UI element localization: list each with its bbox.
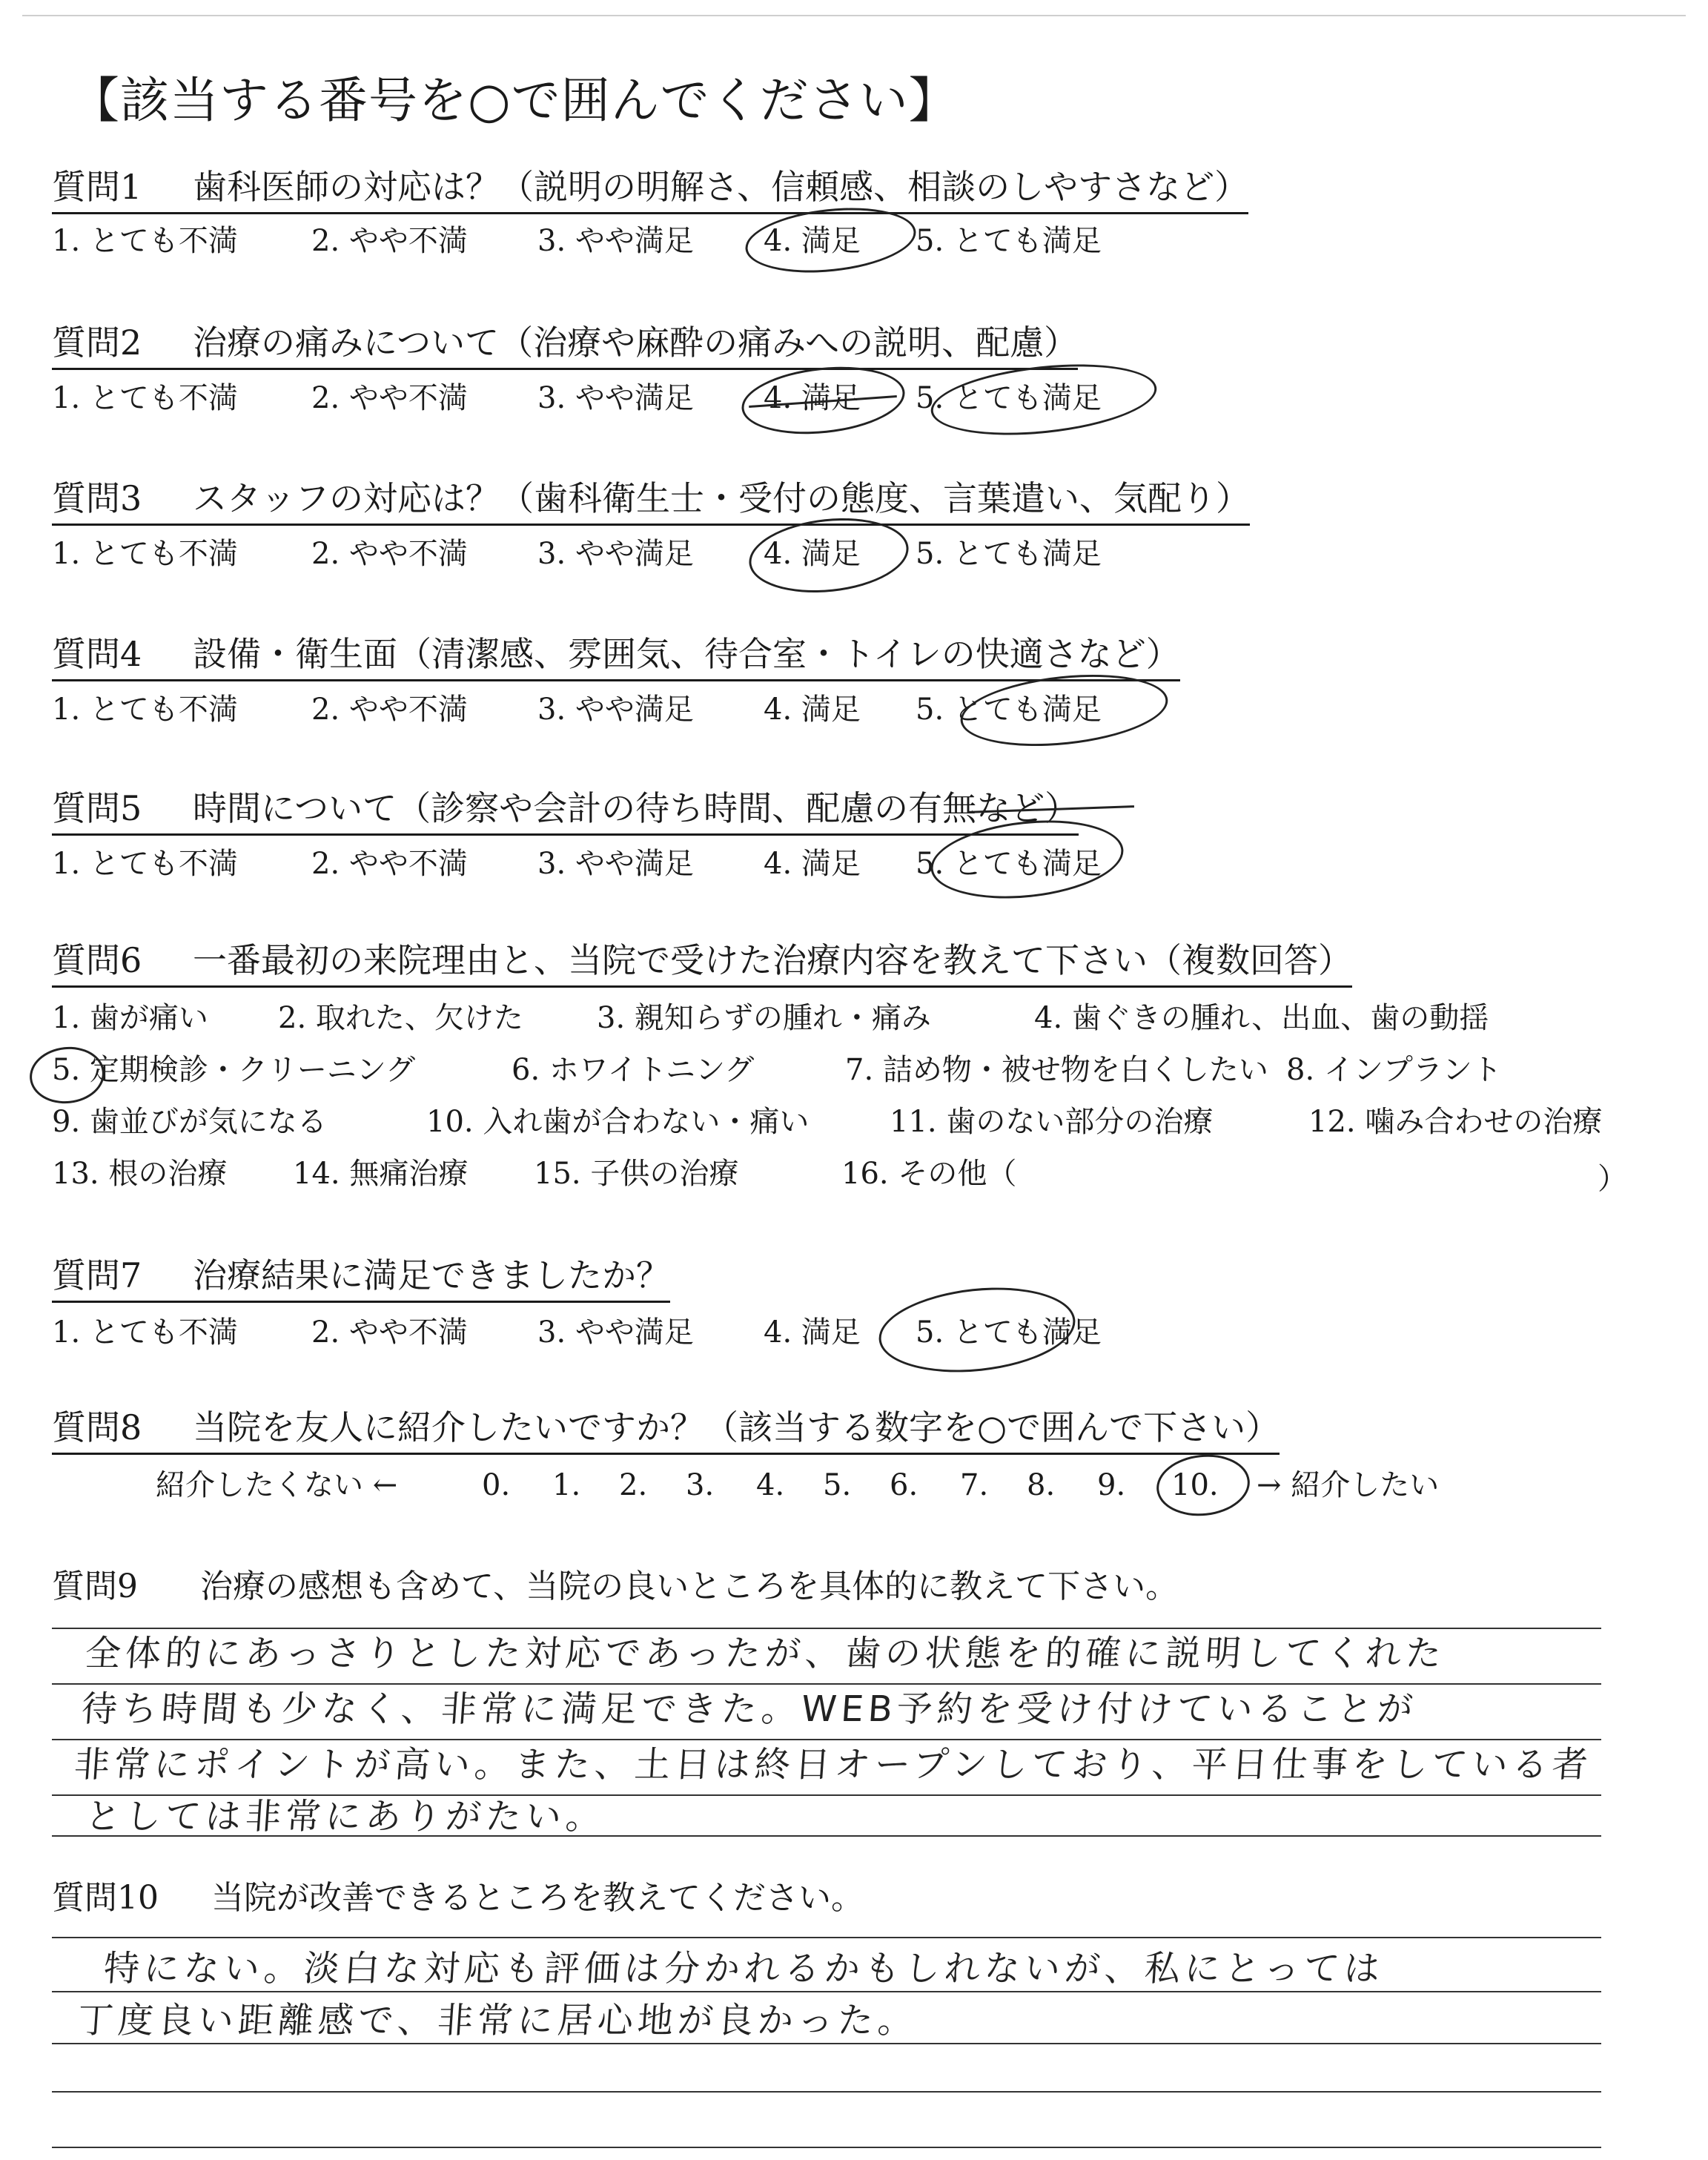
q8-option-2[interactable]: 2. [619,1468,648,1502]
q10-answer-line-4 [52,2091,1601,2093]
q4-option-5[interactable]: 5. とても満足 [916,693,1102,727]
question-3-heading [52,476,1250,526]
q7-option-4[interactable]: 4. 満足 [764,1315,861,1350]
q9-answer-text-4: としては非常にありがたい。 [84,1796,607,1837]
q8-option-1[interactable]: 1. [552,1468,581,1502]
question-8-heading [52,1405,1280,1455]
q8-option-4[interactable]: 4. [756,1468,785,1502]
question-2-number: 質問2 [52,323,142,363]
q4-option-4[interactable]: 4. 満足 [764,693,861,727]
q2-option-4[interactable]: 4. 満足 [764,381,861,415]
question-3-number: 質問3 [52,478,142,518]
q1-option-5[interactable]: 5. とても満足 [916,224,1102,258]
question-7-heading [52,1253,670,1303]
q4-option-1[interactable]: 1. とても不満 [52,693,238,727]
q10-answer-line-5 [52,2147,1601,2148]
question-7-number: 質問7 [52,1255,142,1295]
top-border [22,15,1686,16]
question-10-text: 当院が改善できるところを教えてください。 [211,1879,864,1917]
q6-option-12[interactable]: 12. 噛み合わせの治療 [1308,1105,1603,1139]
question-10-number: 質問10 [52,1879,159,1917]
question-10-heading [52,1876,864,1920]
q9-answer-line-2 [52,1683,1601,1685]
q3-option-2[interactable]: 2. やや不満 [311,537,468,571]
q8-option-5[interactable]: 5. [823,1468,852,1502]
q6-option-15[interactable]: 15. 子供の治療 [534,1157,739,1191]
q6-option-16[interactable]: 16. その他（ [841,1157,1017,1191]
question-6-text: 一番最初の来院理由と、当院で受けた治療内容を教えて下さい（複数回答） [193,940,1352,980]
q6-option-8[interactable]: 8. インプラント [1286,1053,1502,1087]
q3-option-3[interactable]: 3. やや満足 [537,537,694,571]
question-2-text: 治療の痛みについて（治療や麻酔の痛みへの説明、配慮） [193,323,1079,363]
q10-answer-line-1 [52,1937,1601,1938]
q7-option-2[interactable]: 2. やや不満 [311,1315,468,1350]
question-4-number: 質問4 [52,634,142,674]
q9-answer-text-3: 非常にポイントが高い。また、土日は終日オープンしており、平日仕事をしている者 [73,1744,1594,1786]
question-9-heading [52,1565,1178,1609]
q3-option-5[interactable]: 5. とても満足 [916,537,1102,571]
question-8-text: 当院を友人に紹介したいですか？（該当する数字を○で囲んで下さい） [193,1407,1280,1447]
q10-answer-text-1: 特にない。淡白な対応も評価は分かれるかもしれないが、私にとっては [102,1948,1386,1989]
q8-option-10[interactable]: 10. [1171,1468,1219,1502]
q4-option-3[interactable]: 3. やや満足 [537,693,694,727]
question-3-text: スタッフの対応は？（歯科衛生士・受付の態度、言葉遣い、気配り） [193,478,1250,518]
q3-option-1[interactable]: 1. とても不満 [52,537,238,571]
q2-option-2[interactable]: 2. やや不満 [311,381,468,415]
q9-answer-text-1: 全体的にあっさりとした対応であったが、歯の状態を的確に説明してくれた [84,1633,1448,1674]
q6-other-close-paren: ） [1598,1162,1627,1196]
q6-option-13[interactable]: 13. 根の治療 [52,1157,228,1191]
q8-option-7[interactable]: 7. [960,1468,989,1502]
q2-option-1[interactable]: 1. とても不満 [52,381,238,415]
q8-right-label: → 紹介したい [1257,1468,1440,1502]
q2-option-5[interactable]: 5. とても満足 [916,381,1102,415]
question-4-heading [52,632,1180,681]
question-7-text: 治療結果に満足できましたか？ [193,1255,670,1295]
q8-option-8[interactable]: 8. [1027,1468,1056,1502]
question-2-heading [52,320,1078,370]
q6-option-3[interactable]: 3. 親知らずの腫れ・痛み [597,1001,931,1035]
q8-left-label: 紹介したくない ← [156,1468,398,1502]
q6-option-10[interactable]: 10. 入れ歯が合わない・痛い [426,1105,810,1139]
q6-option-2[interactable]: 2. 取れた、欠けた [278,1001,523,1035]
q6-option-11[interactable]: 11. 歯のない部分の治療 [890,1105,1214,1139]
q9-answer-line-3 [52,1739,1601,1740]
q10-answer-line-2 [52,1991,1601,1992]
q6-option-4[interactable]: 4. 歯ぐきの腫れ、出血、歯の動揺 [1034,1001,1489,1035]
q3-option-4[interactable]: 4. 満足 [764,537,861,571]
question-1-text: 歯科医師の対応は？（説明の明解さ、信頼感、相談のしやすさなど） [193,167,1249,207]
question-5-heading [52,786,1079,836]
question-4-text: 設備・衛生面（清潔感、雰囲気、待合室・トイレの快適さなど） [193,634,1180,674]
question-6-heading [52,938,1352,988]
q2-option-3[interactable]: 3. やや満足 [537,381,694,415]
q1-option-1[interactable]: 1. とても不満 [52,224,238,258]
question-1-heading [52,165,1248,214]
q2-cancelled-circle [738,360,908,442]
question-8-number: 質問8 [52,1407,142,1447]
q9-answer-text-2: 待ち時間も少なく、非常に満足できた。WEB予約を受け付けていることが [80,1688,1419,1730]
question-9-number: 質問9 [52,1568,138,1605]
q1-option-3[interactable]: 3. やや満足 [537,224,694,258]
q8-selection-circle [1153,1450,1253,1521]
q9-answer-line-1 [52,1628,1601,1629]
q1-option-4[interactable]: 4. 満足 [764,224,861,258]
q5-option-1[interactable]: 1. とても不満 [52,847,238,881]
q5-option-5[interactable]: 5. とても満足 [916,847,1102,881]
q7-option-1[interactable]: 1. とても不満 [52,1315,238,1350]
question-9-text: 治療の感想も含めて、当院の良いところを具体的に教えて下さい。 [200,1568,1179,1605]
q10-answer-text-2: 丁度良い距離感で、非常に居心地が良かった。 [76,2000,920,2041]
q5-option-3[interactable]: 3. やや満足 [537,847,694,881]
question-5-number: 質問5 [52,788,142,828]
q6-option-1[interactable]: 1. 歯が痛い [52,1001,208,1035]
q8-option-9[interactable]: 9. [1097,1468,1126,1502]
q6-option-9[interactable]: 9. 歯並びが気になる [52,1105,327,1139]
q10-answer-line-3 [52,2043,1601,2044]
q5-option-2[interactable]: 2. やや不満 [311,847,468,881]
q8-option-0[interactable]: 0. [482,1468,511,1502]
q8-option-3[interactable]: 3. [686,1468,715,1502]
q5-option-4[interactable]: 4. 満足 [764,847,861,881]
q6-option-6[interactable]: 6. ホワイトニング [512,1053,755,1087]
q1-option-2[interactable]: 2. やや不満 [311,224,468,258]
question-5-text: 時間について（診察や会計の待ち時間、配慮の有無など） [193,788,1079,828]
q7-option-3[interactable]: 3. やや満足 [537,1315,694,1350]
q8-option-6[interactable]: 6. [890,1468,918,1502]
q6-option-14[interactable]: 14. 無痛治療 [293,1157,469,1191]
q7-option-5[interactable]: 5. とても満足 [916,1315,1102,1350]
q7-selection-circle [875,1278,1079,1381]
q6-option-7[interactable]: 7. 詰め物・被せ物を白くしたい [845,1053,1268,1087]
q4-option-2[interactable]: 2. やや不満 [311,693,468,727]
q6-option-5[interactable]: 5. 定期検診・クリーニング [52,1053,416,1087]
form-title: 【該当する番号を○で囲んでください】 [70,72,959,129]
question-6-number: 質問6 [52,940,142,980]
question-1-number: 質問1 [52,167,142,207]
